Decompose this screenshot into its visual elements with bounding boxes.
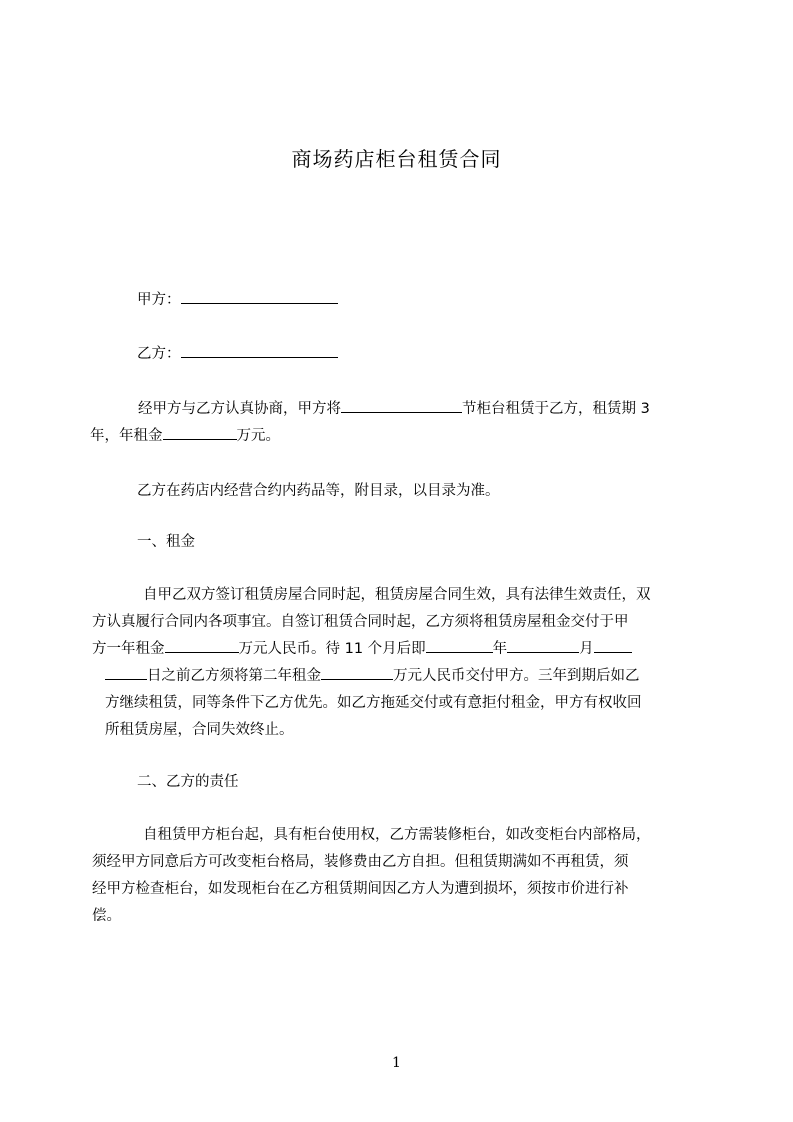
section2-heading: 二、乙方的责任 xyxy=(137,774,239,790)
party-b-label: 乙方： xyxy=(137,346,181,362)
s1-text-3a: 方一年租金 xyxy=(92,641,165,657)
counter-count-blank xyxy=(341,399,462,413)
intro-line-1 xyxy=(138,396,698,423)
s1-text-3d: 月 xyxy=(579,641,594,657)
section1-line-1: 自甲乙双方签订租赁房屋合同时起，租赁房屋合同生效，具有法律生效责任，双 xyxy=(143,587,651,603)
section2-line-2: 须经甲方同意后方可改变柜台格局，装修费由乙方自担。但租赁期满如不再租赁，须 xyxy=(92,854,629,870)
page-number: 1 xyxy=(392,1055,401,1071)
section2-line-1: 自租赁甲方柜台起，具有柜台使用权，乙方需装修柜台，如改变柜台内部格局， xyxy=(143,827,651,843)
second-year-rent-blank xyxy=(321,666,393,680)
party-b-line xyxy=(137,341,338,368)
scope-paragraph: 乙方在药店内经营合约内药品等，附目录，以目录为准。 xyxy=(137,483,500,499)
intro-line-2 xyxy=(90,423,702,450)
month-blank xyxy=(507,639,579,653)
section1-line-3 xyxy=(92,636,696,663)
party-a-line xyxy=(137,287,338,314)
section2-line-4: 偿。 xyxy=(92,908,121,924)
section1-line-6: 所租赁房屋，合同失效终止。 xyxy=(105,722,294,738)
annual-rent-blank xyxy=(163,426,237,440)
section1-line-4 xyxy=(105,663,697,690)
section2-line-3: 经甲方检查柜台，如发现柜台在乙方租赁期间因乙方人为遭到损坏，须按市价进行补 xyxy=(92,881,629,897)
s1-text-3b: 万元人民币。待 11 个月后即 xyxy=(238,641,426,657)
intro-text-1a: 经甲方与乙方认真协商，甲方将 xyxy=(138,401,341,417)
section1-line-2: 方认真履行合同内各项事宜。自签订租赁合同时起，乙方须将租赁房屋租金交付于甲 xyxy=(92,614,629,630)
day-blank-a xyxy=(594,639,632,653)
party-a-label: 甲方： xyxy=(137,292,181,308)
s1-text-3c: 年 xyxy=(492,641,508,657)
s1-text-4b: 万元人民币交付甲方。三年到期后如乙 xyxy=(393,668,640,684)
year-blank xyxy=(426,639,493,653)
intro-text-1b: 节柜台租赁于乙方，租赁期 3 xyxy=(462,401,650,417)
day-blank-b xyxy=(105,666,147,680)
section1-line-5: 方继续租赁，同等条件下乙方优先。如乙方拖延交付或有意拒付租金，甲方有权收回 xyxy=(105,695,642,711)
first-year-rent-blank xyxy=(165,639,239,653)
document-title: 商场药店柜台租赁合同 xyxy=(291,147,502,171)
section1-heading: 一、租金 xyxy=(137,534,195,550)
party-a-blank xyxy=(181,290,338,304)
party-b-blank xyxy=(181,344,338,358)
intro-text-2b: 万元。 xyxy=(236,428,280,444)
s1-text-4a: 日之前乙方须将第二年租金 xyxy=(147,668,321,684)
intro-text-2a: 年，年租金 xyxy=(90,428,163,444)
